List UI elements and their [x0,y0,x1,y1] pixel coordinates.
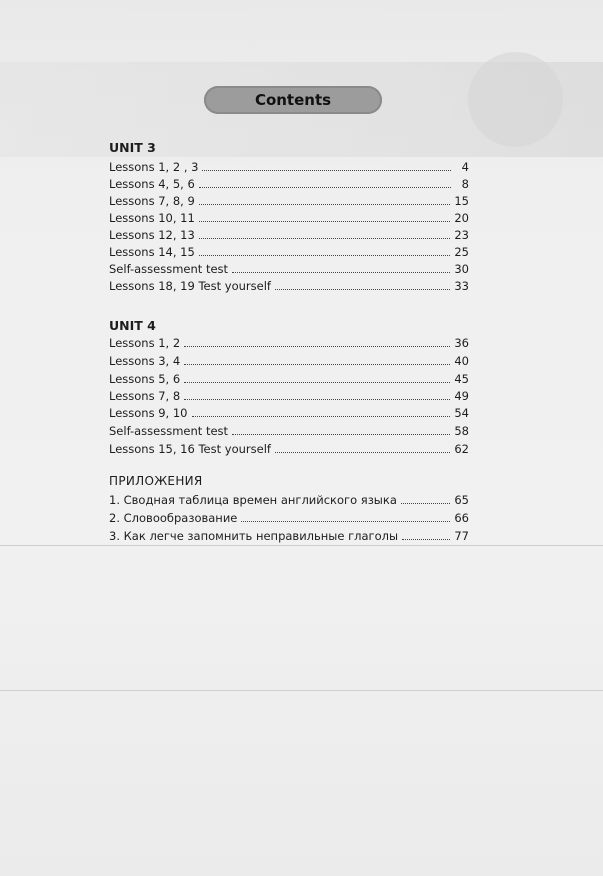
toc-entry-label: 2. Словообразование [109,511,238,525]
toc-entry-page: 77 [454,529,469,543]
leader-dots [275,452,450,453]
toc-entry-page: 20 [454,211,469,225]
toc-entry[interactable] [109,192,469,208]
toc-entry[interactable] [109,387,469,403]
toc-entry-label: 3. Как легче запомнить неправильные глаголы [109,529,399,543]
leader-dots [232,272,450,273]
bleed-through-line [0,690,603,691]
toc-entry[interactable] [109,509,469,525]
contents-header [204,86,382,114]
leader-dots [401,503,450,504]
page-title: Contents [254,91,332,109]
toc-entry-page: 45 [454,372,469,386]
leader-dots [184,346,450,347]
leader-dots [199,221,451,222]
toc-entry-label: Lessons 7, 8, 9 [109,194,195,208]
toc-entry-label: Lessons 14, 15 [109,245,195,259]
toc-entry-label: Lessons 3, 4 [109,354,181,368]
toc-entry-label: Lessons 4, 5, 6 [109,177,195,191]
toc-entry[interactable] [109,440,469,456]
toc-entry[interactable] [109,370,469,386]
toc-entry-label: Lessons 5, 6 [109,372,181,386]
toc-entry[interactable] [109,352,469,368]
leader-dots [402,539,450,540]
toc-entry-page: 33 [454,279,469,293]
toc-entry-page: 40 [454,354,469,368]
toc-entry-page: 36 [454,336,469,350]
toc-entry[interactable] [109,277,469,293]
toc-entry[interactable] [109,334,469,350]
toc-entry-page: 58 [454,424,469,438]
toc-entry-label: Lessons 15, 16 Test yourself [109,442,271,456]
toc-entry[interactable] [109,491,469,507]
toc-entry-page: 54 [454,406,469,420]
toc-entry[interactable] [109,404,469,420]
leader-dots [202,170,451,171]
toc-entry-label: Self-assessment test [109,262,229,276]
toc-entry-label: Lessons 18, 19 Test yourself [109,279,271,293]
leader-dots [192,416,451,417]
toc-entry-page: 62 [454,442,469,456]
bleed-through-line [0,545,603,546]
toc-entry-label: Self-assessment test [109,424,229,438]
toc-entry-page: 4 [461,160,469,174]
leader-dots [232,434,450,435]
toc-entry-page: 30 [454,262,469,276]
toc-entry[interactable] [109,175,469,191]
toc-entry-page: 23 [454,228,469,242]
toc-entry-page: 8 [461,177,469,191]
bleed-through-circle [468,52,563,147]
toc-entry-page: 65 [454,493,469,507]
leader-dots [199,238,451,239]
leader-dots [184,399,450,400]
toc-entry-label: Lessons 7, 8 [109,389,181,403]
leader-dots [199,255,451,256]
toc-entry[interactable] [109,158,469,174]
appendix-title: ПРИЛОЖЕНИЯ [109,474,203,488]
leader-dots [184,364,450,365]
leader-dots [199,204,451,205]
toc-entry-label: Lessons 10, 11 [109,211,195,225]
toc-entry[interactable] [109,422,469,438]
toc-entry-page: 15 [454,194,469,208]
toc-entry[interactable] [109,527,469,543]
toc-entry-label: Lessons 1, 2 [109,336,181,350]
toc-entry-page: 49 [454,389,469,403]
toc-entry[interactable] [109,260,469,276]
toc-entry-page: 25 [454,245,469,259]
leader-dots [199,187,451,188]
toc-entry-page: 66 [454,511,469,525]
leader-dots [275,289,450,290]
leader-dots [184,382,450,383]
toc-entry-label: 1. Сводная таблица времен английского языка [109,493,397,507]
toc-entry-label: Lessons 1, 2 , 3 [109,160,199,174]
toc-entry-label: Lessons 9, 10 [109,406,188,420]
unit3-title: UNIT 3 [109,140,156,155]
toc-entry-label: Lessons 12, 13 [109,228,195,242]
toc-entry[interactable] [109,209,469,225]
toc-entry[interactable] [109,243,469,259]
toc-entry[interactable] [109,226,469,242]
unit4-title: UNIT 4 [109,318,156,333]
leader-dots [241,521,450,522]
